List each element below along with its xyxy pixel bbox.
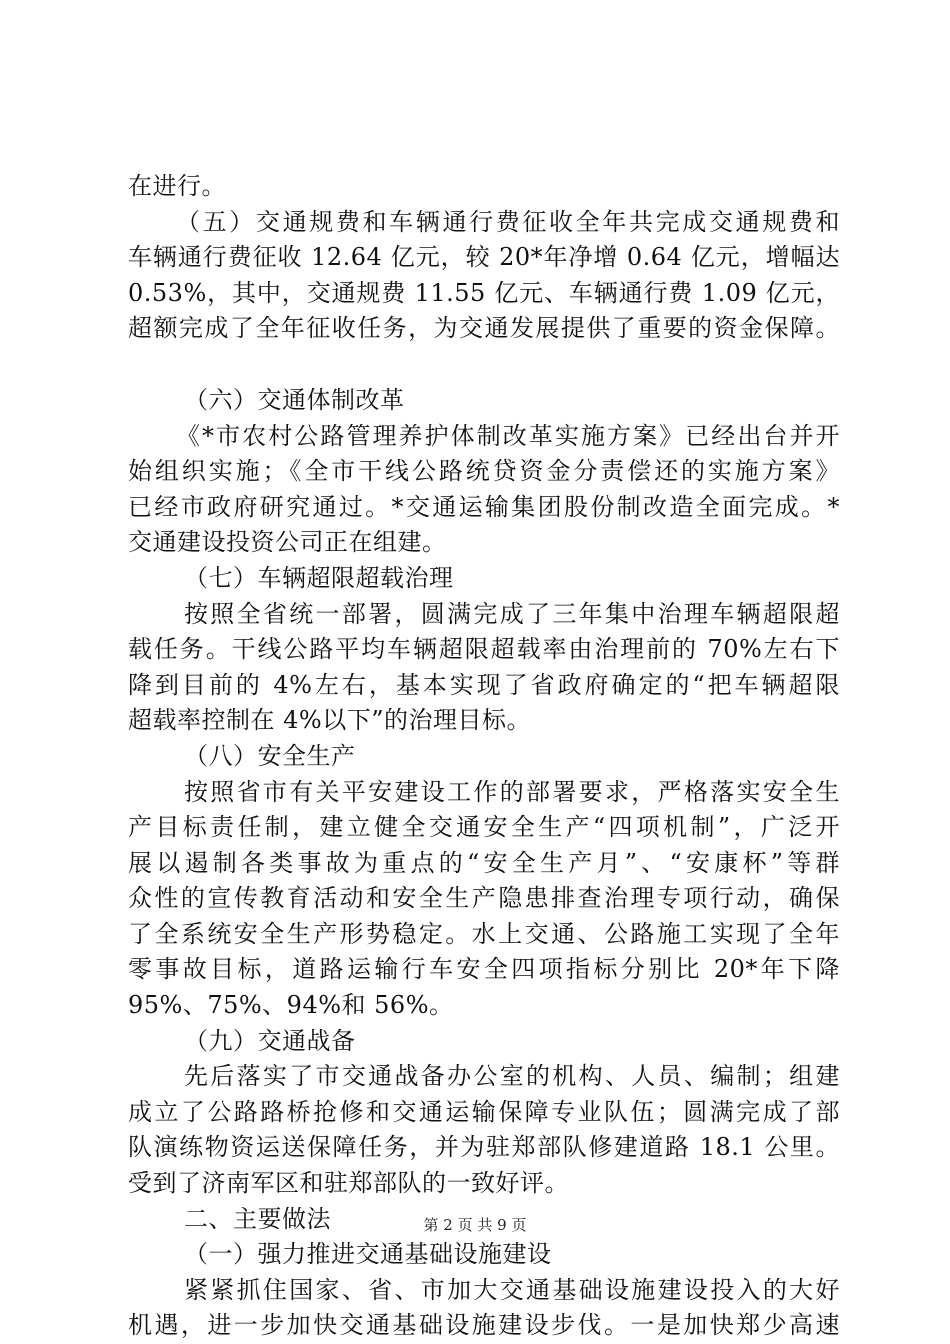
section-heading: （六）交通体制改革 <box>184 385 405 414</box>
section-heading: （八）安全生产 <box>184 741 356 770</box>
text-line: 车辆通行费征收 12.64 亿元，较 20*年净增 0.64 亿元，增幅达 <box>128 243 840 272</box>
text-line: 受到了济南军区和驻郑部队的一致好评。 <box>128 1169 569 1198</box>
text-line: 紧紧抓住国家、省、市加大交通基础设施建设投入的大好 <box>184 1275 840 1304</box>
text-line: 队演练物资运送保障任务，并为驻郑部队修建道路 18.1 公里。 <box>128 1133 840 1162</box>
text-line: 机遇，进一步加快交通基础设施建设步伐。一是加快郑少高速 <box>128 1311 840 1340</box>
text-line: 了全系统安全生产形势稳定。水上交通、公路施工实现了全年 <box>128 919 840 948</box>
page-number-footer: 第 2 页 共 9 页 <box>423 1216 527 1234</box>
text-line: 先后落实了市交通战备办公室的机构、人员、编制；组建 <box>184 1062 840 1091</box>
text-line: 按照全省统一部署，圆满完成了三年集中治理车辆超限超 <box>184 599 840 628</box>
text-line: 按照省市有关平安建设工作的部署要求，严格落实安全生 <box>184 777 840 806</box>
document-body <box>128 169 840 1344</box>
text-line: 展以遏制各类事故为重点的“安全生产月”、“安康杯”等群 <box>128 848 840 877</box>
text-line: 始组织实施；《全市干线公路统贷资金分责偿还的实施方案》 <box>128 457 840 486</box>
text-line: 超载率控制在 4%以下”的治理目标。 <box>128 706 531 735</box>
section-five-line: （五）交通规费和车辆通行费征收全年共完成交通规费和 <box>176 207 840 236</box>
text-line: 降到目前的 4%左右，基本实现了省政府确定的“把车辆超限 <box>128 670 840 699</box>
text-line: 产目标责任制，建立健全交通安全生产“四项机制”，广泛开 <box>128 813 840 842</box>
section-heading: （七）车辆超限超载治理 <box>184 563 454 592</box>
text-line: 95%、75%、94%和 56%。 <box>128 991 454 1020</box>
paragraph-gap <box>128 347 840 383</box>
section-heading: 二、主要做法 <box>184 1204 331 1233</box>
text-line: 众性的宣传教育活动和安全生产隐患排查治理专项行动，确保 <box>128 884 840 913</box>
text-line: 零事故目标，道路运输行车安全四项指标分别比 20*年下降 <box>128 955 840 984</box>
section-heading: （一）强力推进交通基础设施建设 <box>184 1240 552 1269</box>
section-heading: （九）交通战备 <box>184 1026 356 1055</box>
text-line: 0.53%，其中，交通规费 11.55 亿元、车辆通行费 1.09 亿元， <box>128 278 840 307</box>
text-line: 载任务。干线公路平均车辆超限超载率由治理前的 70%左右下 <box>128 635 840 664</box>
text-line: 超额完成了全年征收任务，为交通发展提供了重要的资金保障。 <box>128 314 840 343</box>
text-line: 已经市政府研究通过。*交通运输集团股份制改造全面完成。* <box>128 492 840 521</box>
text-line: 在进行。 <box>128 172 226 200</box>
text-line: 《*市农村公路管理养护体制改革实施方案》已经出台并开 <box>176 421 840 450</box>
text-line: 成立了公路路桥抢修和交通运输保障专业队伍；圆满完成了部 <box>128 1097 840 1126</box>
text-line: 交通建设投资公司正在组建。 <box>128 528 447 557</box>
